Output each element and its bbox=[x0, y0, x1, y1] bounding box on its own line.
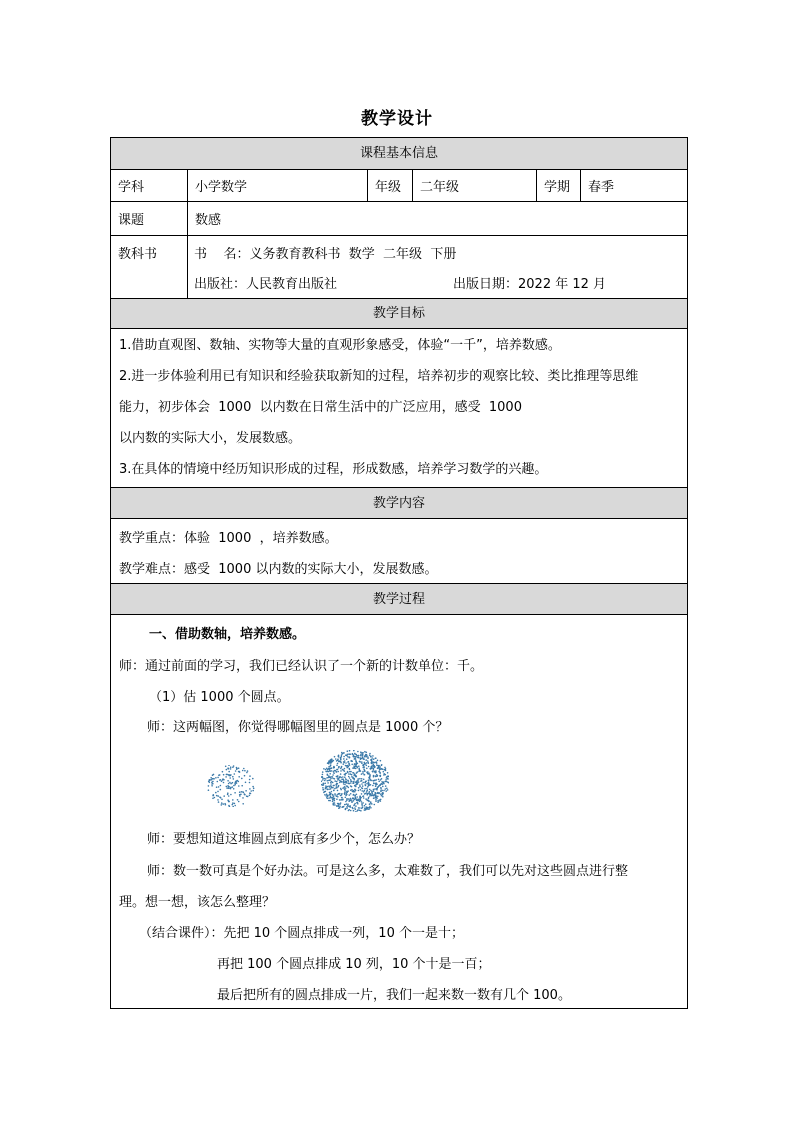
info-row-textbook bbox=[111, 236, 687, 299]
topic-value: 数感 bbox=[187, 202, 687, 235]
section-header-content: 教学内容 bbox=[111, 488, 687, 519]
section-header-process: 教学过程 bbox=[111, 584, 687, 615]
grade-value: 二年级 bbox=[412, 170, 536, 201]
difficulty-point: 教学难点：感受 1000 以内数的实际大小，发展数感。 bbox=[119, 562, 438, 577]
process-para-4: 师：要想知道这堆圆点到底有多少个，怎么办？ bbox=[147, 832, 421, 847]
process-para-1: 师：通过前面的学习，我们已经认识了一个新的计数单位：千。 bbox=[119, 659, 484, 674]
grade-label: 年级 bbox=[367, 170, 412, 201]
objective-2-line-2: 能力，初步体会 1000 以内数在日常生活中的广泛应用，感受 1000 bbox=[119, 400, 522, 415]
sparse-dot-cluster-image bbox=[207, 765, 255, 807]
lesson-plan-table bbox=[110, 137, 688, 1009]
textbook-details bbox=[187, 236, 687, 298]
info-row-subject bbox=[111, 170, 687, 202]
book-name: 书 名：义务教育教科书 数学 二年级 下册 bbox=[194, 247, 457, 262]
objectives-body bbox=[111, 329, 687, 488]
document-title: 教学设计 bbox=[361, 109, 433, 129]
term-value: 春季 bbox=[580, 170, 687, 201]
process-para-9: 最后把所有的圆点排成一片，我们一起来数一数有几个 100。 bbox=[217, 988, 571, 1003]
subject-value: 小学数学 bbox=[187, 170, 367, 201]
publisher: 出版社：人民教育出版社 bbox=[194, 277, 338, 292]
process-para-5: 师：数一数可真是个好办法。可是这么多，太难数了，我们可以先对这些圆点进行整 bbox=[147, 864, 629, 879]
process-para-8: 再把 100 个圆点排成 10 列，10 个十是一百； bbox=[217, 957, 491, 972]
process-heading: 一、借助数轴，培养数感。 bbox=[149, 627, 306, 642]
textbook-label: 教科书 bbox=[118, 247, 158, 262]
content-body bbox=[111, 519, 687, 584]
publish-date: 出版日期：2022 年 12 月 bbox=[453, 277, 607, 292]
key-point: 教学重点：体验 1000 ，培养数感。 bbox=[119, 531, 338, 546]
objective-2-line-1: 2.进一步体验利用已有知识和经验获取新知的过程，培养初步的观察比较、类比推理等思维 bbox=[119, 369, 639, 384]
subject-label: 学科 bbox=[118, 180, 145, 195]
process-para-6: 理。想一想，该怎么整理？ bbox=[119, 895, 276, 910]
section-header-objectives: 教学目标 bbox=[111, 299, 687, 329]
objective-3: 3.在具体的情境中经历知识形成的过程，形成数感，培养学习数学的兴趣。 bbox=[119, 462, 548, 477]
term-label: 学期 bbox=[536, 170, 580, 201]
dense-dot-cluster-image bbox=[321, 750, 389, 812]
section-header-basic-info: 课程基本信息 bbox=[111, 138, 687, 170]
process-body bbox=[111, 615, 687, 1008]
process-para-2: （1）估 1000 个圆点。 bbox=[149, 690, 290, 705]
process-para-7: （结合课件）：先把 10 个圆点排成一列，10 个一是十； bbox=[139, 926, 464, 941]
objective-2-line-3: 以内数的实际大小，发展数感。 bbox=[119, 431, 302, 446]
objective-1: 1.借助直观图、数轴、实物等大量的直观形象感受，体验“一千”，培养数感。 bbox=[119, 338, 561, 353]
process-para-3: 师：这两幅图，你觉得哪幅图里的圆点是 1000 个？ bbox=[147, 720, 449, 735]
topic-label: 课题 bbox=[118, 213, 145, 228]
info-row-topic bbox=[111, 202, 687, 236]
